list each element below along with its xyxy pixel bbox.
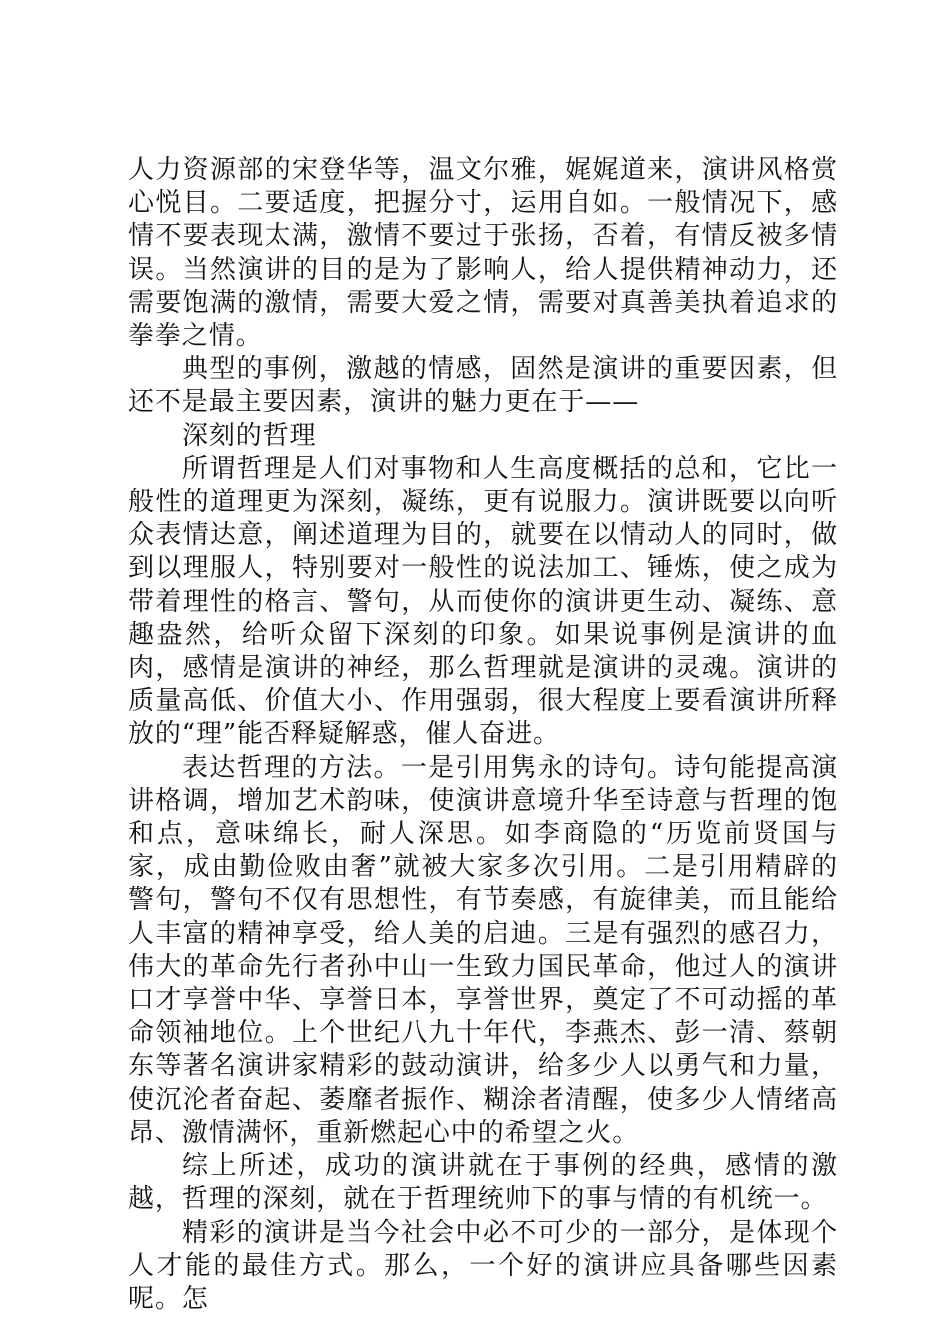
paragraph-transition: 典型的事例，激越的情感，固然是演讲的重要因素，但还不是最主要因素，演讲的魅力更在于—— xyxy=(128,354,838,418)
document-body xyxy=(128,154,838,1316)
paragraph-philosophy-methods: 表达哲理的方法。一是引用隽永的诗句。诗句能提高演讲格调，增加艺术韵味，使演讲意境升华至诗意与哲理的饱和点，意味绵长，耐人深思。如李商隐的“历览前贤国与家，成由勤俭败由奢”就被大家多次引用。二是引用精辟的警句，警句不仅有思想性，有节奏感，有旋律美，而且能给人丰富的精神享受，给人美的启迪。三是有强烈的感召力，伟大的革命先行者孙中山一生致力国民革命，他过人的演讲口才享誉中华、享誉日本，享誉世界，奠定了不可动摇的革命领袖地位。上个世纪八九十年代，李燕杰、彭一清、蔡朝东等著名演讲家精彩的鼓动演讲，给多少人以勇气和力量，使沉沦者奋起、萎靡者振作、糊涂者清醒，使多少人情绪高昂、激情满怀，重新燃起心中的希望之火。 xyxy=(128,752,838,1148)
paragraph-summary: 综上所述，成功的演讲就在于事例的经典，感情的激越，哲理的深刻，就在于哲理统帅下的事与情的有机统一。 xyxy=(128,1151,838,1215)
paragraph-introduction: 精彩的演讲是当今社会中必不可少的一部分，是体现个人才能的最佳方式。那么，一个好的演讲应具备哪些因素呢。怎 xyxy=(128,1217,838,1314)
paragraph-continuation: 人力资源部的宋登华等，温文尔雅，娓娓道来，演讲风格赏心悦目。二要适度，把握分寸，运用自如。一般情况下，感情不要表现太满，激情不要过于张扬，否着，有情反被多情误。当然演讲的目的是为了影响人，给人提供精神动力，还需要饱满的激情，需要大爱之情，需要对真善美执着追求的拳拳之情。 xyxy=(128,155,838,352)
paragraph-philosophy-definition: 所谓哲理是人们对事物和人生高度概括的总和，它比一般性的道理更为深刻，凝练，更有说服力。演讲既要以向听众表情达意，阐述道理为目的，就要在以情动人的同时，做到以理服人，特别要对一般性的说法加工、锤炼，使之成为带着理性的格言、警句，从而使你的演讲更生动、凝练、意趣盎然，给听众留下深刻的印象。如果说事例是演讲的血肉，感情是演讲的神经，那么哲理就是演讲的灵魂。演讲的质量高低、价值大小、作用强弱，很大程度上要看演讲所释放的“理”能否释疑解惑，催人奋进。 xyxy=(128,453,838,750)
section-heading: 深刻的哲理 xyxy=(182,420,317,451)
